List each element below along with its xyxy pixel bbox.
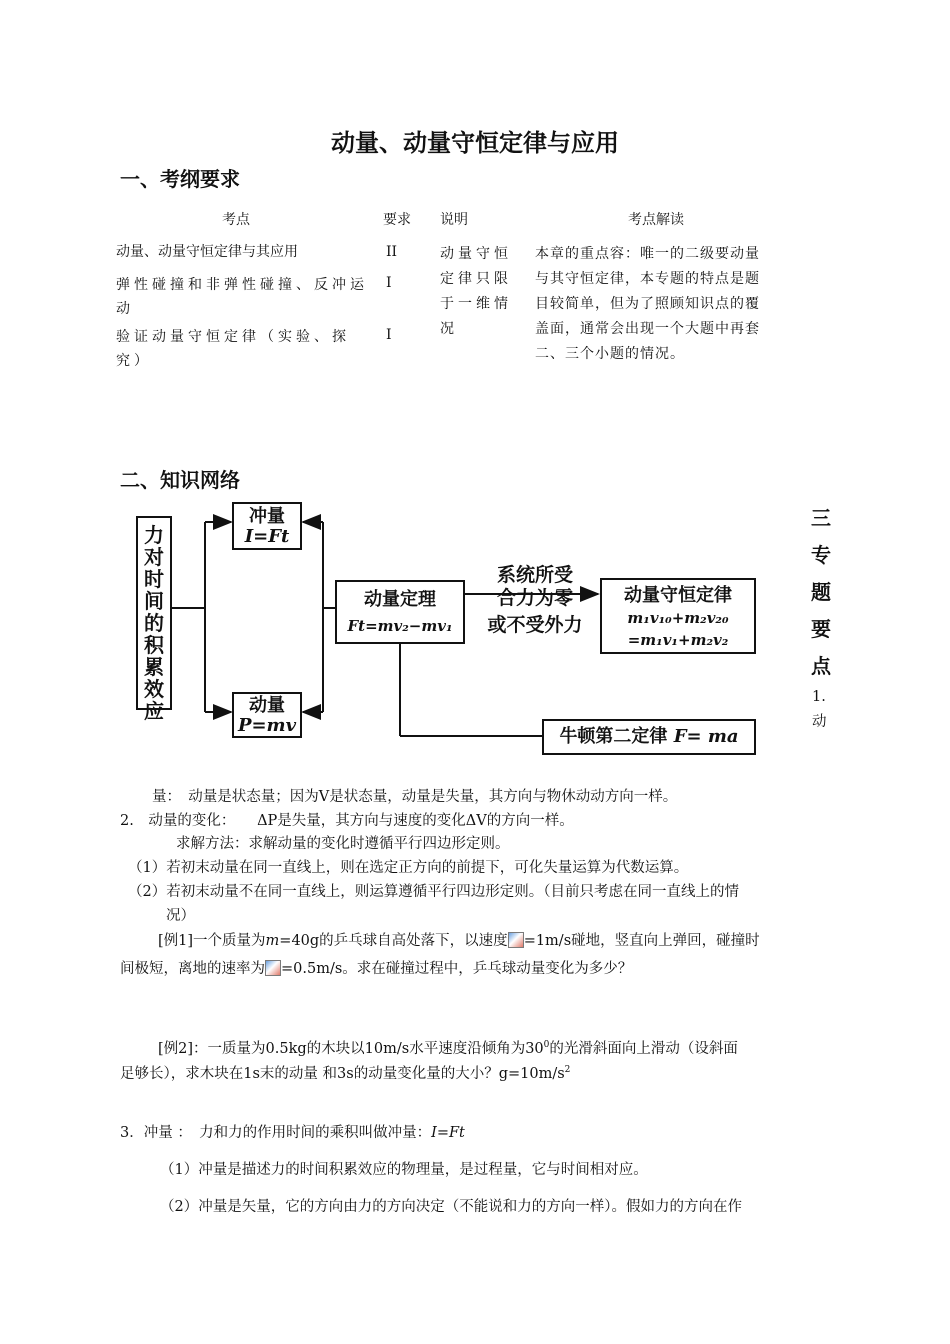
knowledge-network-diagram bbox=[130, 500, 810, 760]
item1-first-char: 动 bbox=[812, 714, 827, 730]
item3-point1: （1）冲量是描述力的时间积累效应的物理量，是过程量，它与时间相对应。 bbox=[160, 1162, 648, 1178]
conservation-box bbox=[600, 578, 756, 654]
item1-text: 量： 动量是状态量；因为V是状态量，动量是失量，其方向与物休动动方向一样。 bbox=[152, 789, 678, 805]
note-line: 于一维情 bbox=[440, 296, 512, 312]
ex2-part: 的光滑斜面向上滑动（设斜面 bbox=[549, 1040, 738, 1057]
table-row-3-point: 验证动量守恒定律（实验、探究） bbox=[116, 329, 350, 369]
conservation-formula-2: =m₁v₁+m₂v₂ bbox=[627, 631, 729, 649]
heading-char: 题 bbox=[811, 580, 831, 604]
interp-line: 目较简单，但为了照顾知识点的覆 bbox=[535, 296, 760, 312]
condition-line: 系统所受 bbox=[496, 564, 573, 586]
interp-line: 本章的重点容：唯一的二级要动量 bbox=[535, 246, 760, 262]
interp-line: 与其守恒定律，本专题的特点是题 bbox=[535, 271, 760, 287]
degree-sup: 0 bbox=[543, 1040, 550, 1050]
condition-line: 或不受外力 bbox=[487, 614, 583, 636]
example1-line1 bbox=[158, 930, 760, 952]
theorem-name: 动量定理 bbox=[364, 589, 436, 610]
heading-char: 要 bbox=[811, 617, 831, 641]
momentum-theorem-box bbox=[335, 580, 465, 644]
newton-label: 牛顿第二定律 bbox=[559, 726, 668, 747]
impulse-formula-inline: I=Ft bbox=[431, 1125, 465, 1141]
momentum-formula: P=mv bbox=[237, 715, 297, 736]
case1-text: （1）若初末动量在同一直线上，则在选定正方向的前提下，可化失量运算为代数运算。 bbox=[128, 860, 689, 876]
case2-cont: 况） bbox=[166, 908, 195, 924]
example2-line1 bbox=[158, 1034, 738, 1060]
ex1-part: =0.5m/s。求在碰撞过程中，乒乓球动量变化为多少？ bbox=[281, 961, 633, 977]
velocity-image-icon bbox=[265, 960, 281, 976]
col-header-interp: 考点解读 bbox=[628, 212, 684, 228]
velocity-image-icon bbox=[508, 932, 524, 948]
momentum-box bbox=[232, 692, 302, 738]
section2-heading: 二、知识网络 bbox=[120, 468, 240, 492]
condition-line: 合力为零 bbox=[496, 587, 573, 609]
case2-text: （2）若初末动量不在同一直线上，则运算遵循平行四边形定则。（目前只考虑在同一直线上的情 bbox=[128, 884, 739, 900]
table-note bbox=[440, 242, 520, 342]
left-box-text: 力对时间的积累效应 bbox=[144, 523, 164, 723]
impulse-name: 冲量 bbox=[249, 506, 285, 527]
section1-heading: 一、考纲要求 bbox=[120, 167, 240, 191]
interp-line: 二、三个小题的情况。 bbox=[535, 346, 685, 362]
newton-formula: F= ma bbox=[673, 726, 739, 747]
note-line: 动量守恒 bbox=[440, 246, 512, 262]
newton-second-law-box bbox=[542, 719, 756, 755]
note-line: 定律只限 bbox=[440, 271, 512, 287]
col-header-point: 考点 bbox=[222, 212, 250, 228]
conservation-formula-1: m₁v₁₀+m₂v₂₀ bbox=[627, 609, 729, 627]
table-row-1-point: 动量、动量守恒定律与其应用 bbox=[116, 244, 298, 260]
momentum-name: 动量 bbox=[249, 695, 285, 716]
ex1-part: =1m/s碰地，竖直向上弹回，碰撞时 bbox=[523, 933, 760, 949]
conservation-name: 动量守恒定律 bbox=[624, 585, 732, 606]
page-title: 动量、动量守恒定律与应用 bbox=[331, 129, 619, 157]
example2-line2 bbox=[120, 1059, 570, 1085]
col-header-req: 要求 bbox=[383, 212, 411, 228]
ex1-part: [例1]一个质量为 bbox=[158, 933, 266, 949]
mass-symbol: m bbox=[265, 933, 280, 949]
ex2-part: [例2]：一质量为0.5kg的木块以10m/s水平速度沿倾角为30 bbox=[158, 1040, 544, 1057]
heading-char: 点 bbox=[811, 654, 831, 678]
table-row-2-req: I bbox=[386, 275, 392, 291]
ex2-part: 足够长），求木块在1s末的动量 和3s的动量变化量的大小？g=10m/s bbox=[120, 1065, 565, 1082]
condition-label bbox=[470, 564, 600, 637]
note-line: 况 bbox=[440, 321, 458, 337]
table-row-3-req: I bbox=[386, 327, 392, 343]
interp-line: 盖面，通常会出现一个大题中再套 bbox=[535, 321, 760, 337]
table-row-1-req: II bbox=[386, 244, 398, 260]
heading-char: 专 bbox=[811, 543, 831, 567]
item2-text: 2. 动量的变化： ΔP是失量，其方向与速度的变化ΔV的方向一样。 bbox=[120, 813, 574, 829]
ex1-part: =40g的乒乓球自高处落下，以速度 bbox=[279, 933, 508, 949]
theorem-formula: Ft=mv₂−mv₁ bbox=[347, 617, 453, 635]
item3-point2: （2）冲量是矢量，它的方向由力的方向决定（不能说和力的方向一样）。假如力的方向在作 bbox=[160, 1199, 742, 1215]
col-header-note: 说明 bbox=[440, 212, 468, 228]
impulse-formula: I=Ft bbox=[244, 526, 290, 547]
item1-number: 1. bbox=[812, 689, 826, 705]
table-row-2-point: 弹性碰撞和非弹性碰撞、反冲运动 bbox=[116, 277, 368, 317]
table-interpretation bbox=[535, 242, 795, 367]
example1-line2 bbox=[120, 958, 632, 980]
ex1-part: 间极短，离地的速率为 bbox=[120, 961, 265, 977]
squared-sup: 2 bbox=[564, 1065, 571, 1075]
item3-text bbox=[120, 1122, 465, 1144]
item3-part: 3．冲量 ： 力和力的作用时间的乘积叫做冲量： bbox=[120, 1125, 432, 1141]
method-text: 求解方法：求解动量的变化时遵循平行四边形定则。 bbox=[176, 836, 510, 852]
left-accumulation-box bbox=[136, 516, 172, 723]
section3-heading-vertical bbox=[806, 500, 836, 685]
impulse-box bbox=[232, 502, 302, 550]
heading-char: 三 bbox=[811, 506, 831, 530]
